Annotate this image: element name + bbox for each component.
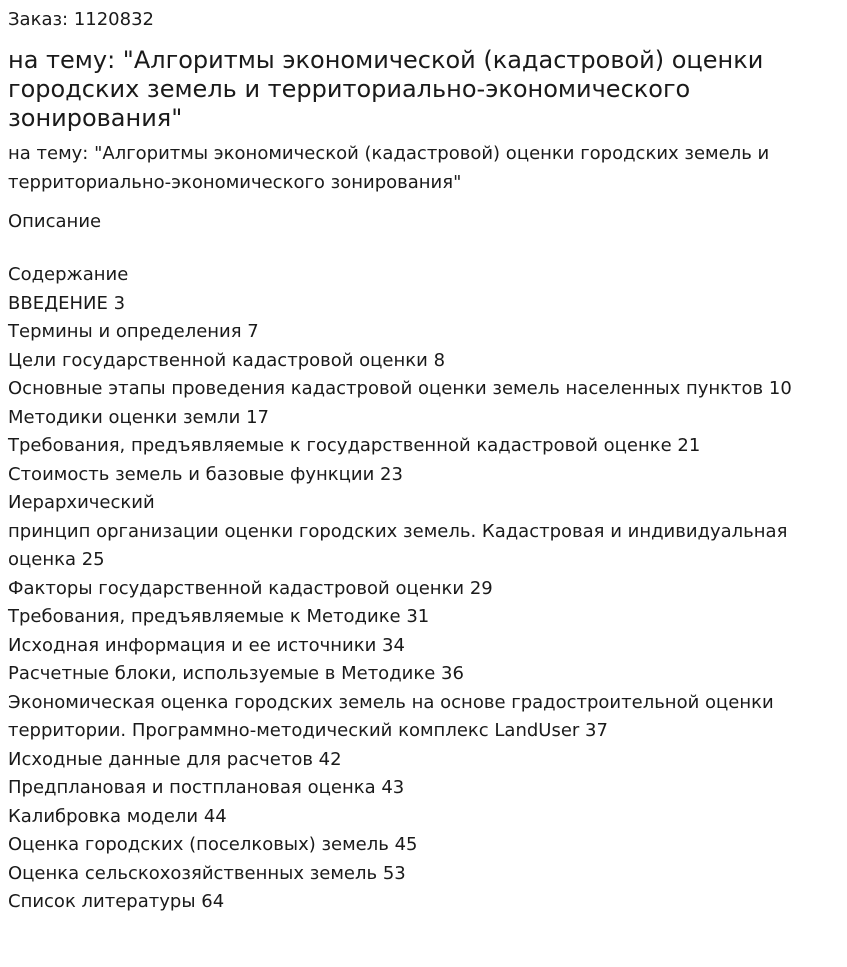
toc-item: Требования, предъявляемые к государственной кадастровой оценке 21	[8, 435, 701, 456]
toc-item: Экономическая оценка городских земель на основе градостроительной оценки территории. Программно-методический комплекс LandUser 37	[8, 691, 774, 741]
toc-item: Основные этапы проведения кадастровой оценки земель населенных пунктов 10	[8, 378, 792, 399]
toc-item: Факторы государственной кадастровой оценки 29	[8, 577, 493, 599]
toc-item: Оценка сельскохозяйственных земель 53	[8, 862, 406, 884]
toc-item: Предплановая и постплановая оценка 43	[8, 777, 405, 798]
order-number: Заказ: 1120832	[8, 9, 154, 30]
toc-item: Термины и определения 7	[8, 321, 259, 342]
toc-item: принцип организации оценки городских земель. Кадастровая и индивидуальная оценка 25	[8, 520, 788, 570]
table-of-contents	[8, 290, 839, 917]
toc-item: Список литературы 64	[8, 891, 225, 912]
toc-item: Исходная информация и ее источники 34	[8, 634, 405, 656]
toc-item: Калибровка модели 44	[8, 805, 227, 827]
contents-heading: Содержание	[8, 264, 129, 285]
toc-item: ВВЕДЕНИЕ 3	[8, 292, 126, 314]
toc-item: Методики оценки земли 17	[8, 406, 269, 428]
toc-item: Стоимость земель и базовые функции 23	[8, 463, 403, 485]
page-title: на тему: "Алгоритмы экономической (кадастровой) оценки городских земель и территориально-экономического зонирования"	[8, 46, 764, 132]
toc-item: Исходные данные для расчетов 42	[8, 748, 342, 770]
toc-item: Иерархический	[8, 492, 155, 513]
toc-item: Цели государственной кадастровой оценки 8	[8, 349, 446, 371]
toc-item: Расчетные блоки, используемые в Методике 36	[8, 663, 464, 684]
toc-item: Требования, предъявляемые к Методике 31	[8, 606, 430, 627]
page-subtitle: на тему: "Алгоритмы экономической (кадастровой) оценки городских земель и территориально-экономического зонирования"	[8, 143, 770, 193]
description-label: Описание	[8, 211, 102, 232]
toc-item: Оценка городских (поселковых) земель 45	[8, 834, 418, 855]
